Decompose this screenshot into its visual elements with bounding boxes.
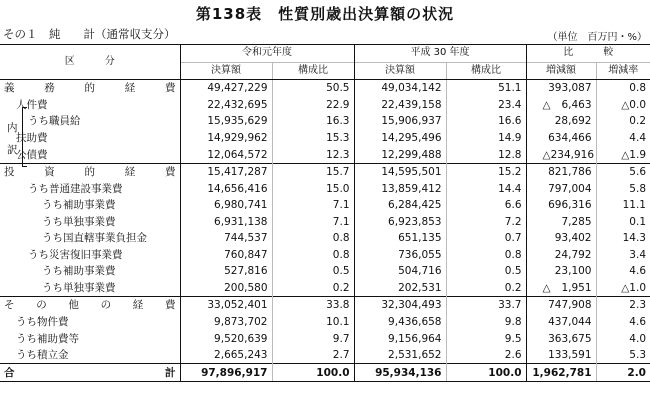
h30-kosei-cell: 16.6 <box>446 113 526 130</box>
table-row <box>0 297 650 314</box>
h30-kosei-cell: 9.5 <box>446 330 526 347</box>
expenditure-table <box>0 44 650 382</box>
table-row <box>0 163 650 180</box>
row-label: うち補助費等 <box>16 332 79 345</box>
r1-kosei-cell: 0.8 <box>272 247 354 264</box>
zougenritsu-cell: 3.4 <box>596 247 650 264</box>
r1-kosei-cell: 50.5 <box>272 80 354 97</box>
r1-kessan-cell: 9,520,639 <box>180 330 272 347</box>
r1-kessan-cell: 760,847 <box>180 247 272 264</box>
table-row <box>0 280 650 297</box>
zougen-cell: 437,044 <box>526 314 596 331</box>
h30-kessan-cell: 9,156,964 <box>354 330 446 347</box>
table-row <box>0 97 650 114</box>
r1-kosei-cell: 100.0 <box>272 364 354 382</box>
r1-kosei-cell: 15.3 <box>272 130 354 147</box>
table-row <box>0 180 650 197</box>
r1-kosei-cell: 15.7 <box>272 163 354 180</box>
h30-kessan-cell: 49,034,142 <box>354 80 446 97</box>
col-header-h30-kessan: 決算額 <box>354 62 446 80</box>
zougen-cell: 28,692 <box>526 113 596 130</box>
table-row <box>0 113 650 130</box>
h30-kosei-cell: 12.8 <box>446 146 526 163</box>
zougenritsu-cell: 4.0 <box>596 330 650 347</box>
col-header-h30-kosei: 構成比 <box>446 62 526 80</box>
r1-kosei-cell: 0.5 <box>272 263 354 280</box>
r1-kosei-cell: 0.2 <box>272 280 354 297</box>
row-label: 公債費 <box>16 148 48 161</box>
zougenritsu-cell: △0.0 <box>596 97 650 114</box>
uchiwake-brace <box>22 107 27 167</box>
r1-kessan-cell: 14,656,416 <box>180 180 272 197</box>
r1-kosei-cell: 16.3 <box>272 113 354 130</box>
col-header-r1-kosei: 構成比 <box>272 62 354 80</box>
h30-kosei-cell: 51.1 <box>446 80 526 97</box>
zougen-cell: △ 6,463 <box>526 97 596 114</box>
row-label: うち普通建設事業費 <box>28 182 123 195</box>
col-group-h30: 平成 30 年度 <box>354 45 526 63</box>
col-header-zougen: 増減額 <box>526 62 596 80</box>
zougenritsu-cell: 4.4 <box>596 130 650 147</box>
zougen-cell: 23,100 <box>526 263 596 280</box>
r1-kosei-cell: 2.7 <box>272 347 354 364</box>
row-label: そ の 他 の 経 費 <box>0 297 180 314</box>
zougenritsu-cell: 4.6 <box>596 314 650 331</box>
zougen-cell: △ 234,916 <box>526 146 596 163</box>
h30-kessan-cell: 6,284,425 <box>354 197 446 214</box>
zougen-cell: △ 1,951 <box>526 280 596 297</box>
h30-kessan-cell: 13,859,412 <box>354 180 446 197</box>
table-row <box>0 130 650 147</box>
h30-kessan-cell: 9,436,658 <box>354 314 446 331</box>
r1-kosei-cell: 22.9 <box>272 97 354 114</box>
r1-kessan-cell: 15,935,629 <box>180 113 272 130</box>
zougenritsu-cell: 5.6 <box>596 163 650 180</box>
h30-kosei-cell: 0.5 <box>446 263 526 280</box>
r1-kosei-cell: 33.8 <box>272 297 354 314</box>
table-row <box>0 314 650 331</box>
zougen-cell: 133,591 <box>526 347 596 364</box>
zougenritsu-cell: 0.1 <box>596 213 650 230</box>
h30-kosei-cell: 100.0 <box>446 364 526 382</box>
zougenritsu-cell: △1.0 <box>596 280 650 297</box>
h30-kessan-cell: 14,295,496 <box>354 130 446 147</box>
zougen-cell: 363,675 <box>526 330 596 347</box>
h30-kessan-cell: 651,135 <box>354 230 446 247</box>
unit-note: （単位 百万円・%） <box>547 32 647 43</box>
h30-kosei-cell: 14.9 <box>446 130 526 147</box>
h30-kessan-cell: 22,439,158 <box>354 97 446 114</box>
r1-kosei-cell: 10.1 <box>272 314 354 331</box>
zougenritsu-cell: 5.3 <box>596 347 650 364</box>
row-label: うち補助事業費 <box>42 265 116 278</box>
uchiwake-label-1: 内 <box>7 122 18 134</box>
zougen-cell: 797,004 <box>526 180 596 197</box>
r1-kessan-cell: 9,873,702 <box>180 314 272 331</box>
r1-kessan-cell: 15,417,287 <box>180 163 272 180</box>
r1-kosei-cell: 7.1 <box>272 213 354 230</box>
r1-kessan-cell: 527,816 <box>180 263 272 280</box>
h30-kessan-cell: 2,531,652 <box>354 347 446 364</box>
zougenritsu-cell: 11.1 <box>596 197 650 214</box>
row-label: 人件費 <box>16 98 48 111</box>
h30-kosei-cell: 9.8 <box>446 314 526 331</box>
table-row <box>0 197 650 214</box>
h30-kessan-cell: 504,716 <box>354 263 446 280</box>
table-row <box>0 330 650 347</box>
col-header-zougenritsu: 増減率 <box>596 62 650 80</box>
h30-kosei-cell: 23.4 <box>446 97 526 114</box>
h30-kessan-cell: 32,304,493 <box>354 297 446 314</box>
table-row <box>0 263 650 280</box>
h30-kosei-cell: 0.7 <box>446 230 526 247</box>
h30-kosei-cell: 7.2 <box>446 213 526 230</box>
r1-kessan-cell: 14,929,962 <box>180 130 272 147</box>
h30-kessan-cell: 95,934,136 <box>354 364 446 382</box>
r1-kosei-cell: 12.3 <box>272 146 354 163</box>
r1-kosei-cell: 9.7 <box>272 330 354 347</box>
zougenritsu-cell: 2.0 <box>596 364 650 382</box>
h30-kosei-cell: 0.8 <box>446 247 526 264</box>
row-label: うち職員給 <box>28 115 81 128</box>
table-row <box>0 247 650 264</box>
h30-kessan-cell: 14,595,501 <box>354 163 446 180</box>
row-label: うち単独事業費 <box>42 281 116 294</box>
table-row <box>0 347 650 364</box>
zougenritsu-cell: 0.2 <box>596 113 650 130</box>
zougenritsu-cell: 0.8 <box>596 80 650 97</box>
h30-kosei-cell: 6.6 <box>446 197 526 214</box>
h30-kosei-cell: 14.4 <box>446 180 526 197</box>
row-label: 扶助費 <box>16 132 48 144</box>
zougenritsu-cell: △1.9 <box>596 146 650 163</box>
r1-kessan-cell: 200,580 <box>180 280 272 297</box>
table-row <box>0 230 650 247</box>
zougen-cell: 747,908 <box>526 297 596 314</box>
uchiwake-label-2: 訳 <box>7 144 18 156</box>
page-title: 第138表 性質別歳出決算額の状況 <box>195 5 455 23</box>
zougenritsu-cell: 4.6 <box>596 263 650 280</box>
r1-kessan-cell: 2,665,243 <box>180 347 272 364</box>
zougen-cell: 393,087 <box>526 80 596 97</box>
table-subtitle: その１ 純 計（通常収支分） <box>3 27 176 41</box>
col-header-r1-kessan: 決算額 <box>180 62 272 80</box>
r1-kosei-cell: 15.0 <box>272 180 354 197</box>
zougen-cell: 7,285 <box>526 213 596 230</box>
zougen-cell: 821,786 <box>526 163 596 180</box>
h30-kessan-cell: 202,531 <box>354 280 446 297</box>
row-label: 合 計 <box>0 364 180 382</box>
col-header-kubun: 区 分 <box>0 45 180 80</box>
h30-kessan-cell: 15,906,937 <box>354 113 446 130</box>
table-row <box>0 146 650 163</box>
r1-kessan-cell: 12,064,572 <box>180 146 272 163</box>
r1-kosei-cell: 7.1 <box>272 197 354 214</box>
zougen-cell: 696,316 <box>526 197 596 214</box>
row-label: うち補助事業費 <box>42 199 116 212</box>
h30-kosei-cell: 2.6 <box>446 347 526 364</box>
table-row <box>0 364 650 382</box>
r1-kessan-cell: 744,537 <box>180 230 272 247</box>
table-row <box>0 213 650 230</box>
zougenritsu-cell: 2.3 <box>596 297 650 314</box>
r1-kessan-cell: 22,432,695 <box>180 97 272 114</box>
row-label: 義 務 的 経 費 <box>0 80 180 97</box>
row-label: うち単独事業費 <box>42 215 116 228</box>
zougen-cell: 634,466 <box>526 130 596 147</box>
col-group-compare: 比 較 <box>526 45 650 63</box>
r1-kosei-cell: 0.8 <box>272 230 354 247</box>
h30-kosei-cell: 33.7 <box>446 297 526 314</box>
row-label: うち国直轄事業負担金 <box>42 232 147 245</box>
row-label: うち積立金 <box>16 349 69 362</box>
h30-kessan-cell: 12,299,488 <box>354 146 446 163</box>
zougen-cell: 24,792 <box>526 247 596 264</box>
row-label: 投 資 的 経 費 <box>0 163 180 180</box>
zougen-cell: 1,962,781 <box>526 364 596 382</box>
row-label: うち災害復旧事業費 <box>28 248 123 261</box>
h30-kosei-cell: 0.2 <box>446 280 526 297</box>
r1-kessan-cell: 49,427,229 <box>180 80 272 97</box>
h30-kessan-cell: 6,923,853 <box>354 213 446 230</box>
r1-kessan-cell: 97,896,917 <box>180 364 272 382</box>
r1-kessan-cell: 6,980,741 <box>180 197 272 214</box>
zougenritsu-cell: 5.8 <box>596 180 650 197</box>
h30-kosei-cell: 15.2 <box>446 163 526 180</box>
row-label: うち物件費 <box>16 316 69 329</box>
table-row <box>0 80 650 97</box>
r1-kessan-cell: 6,931,138 <box>180 213 272 230</box>
zougen-cell: 93,402 <box>526 230 596 247</box>
h30-kessan-cell: 736,055 <box>354 247 446 264</box>
r1-kessan-cell: 33,052,401 <box>180 297 272 314</box>
zougenritsu-cell: 14.3 <box>596 230 650 247</box>
col-group-r1: 令和元年度 <box>180 45 354 63</box>
